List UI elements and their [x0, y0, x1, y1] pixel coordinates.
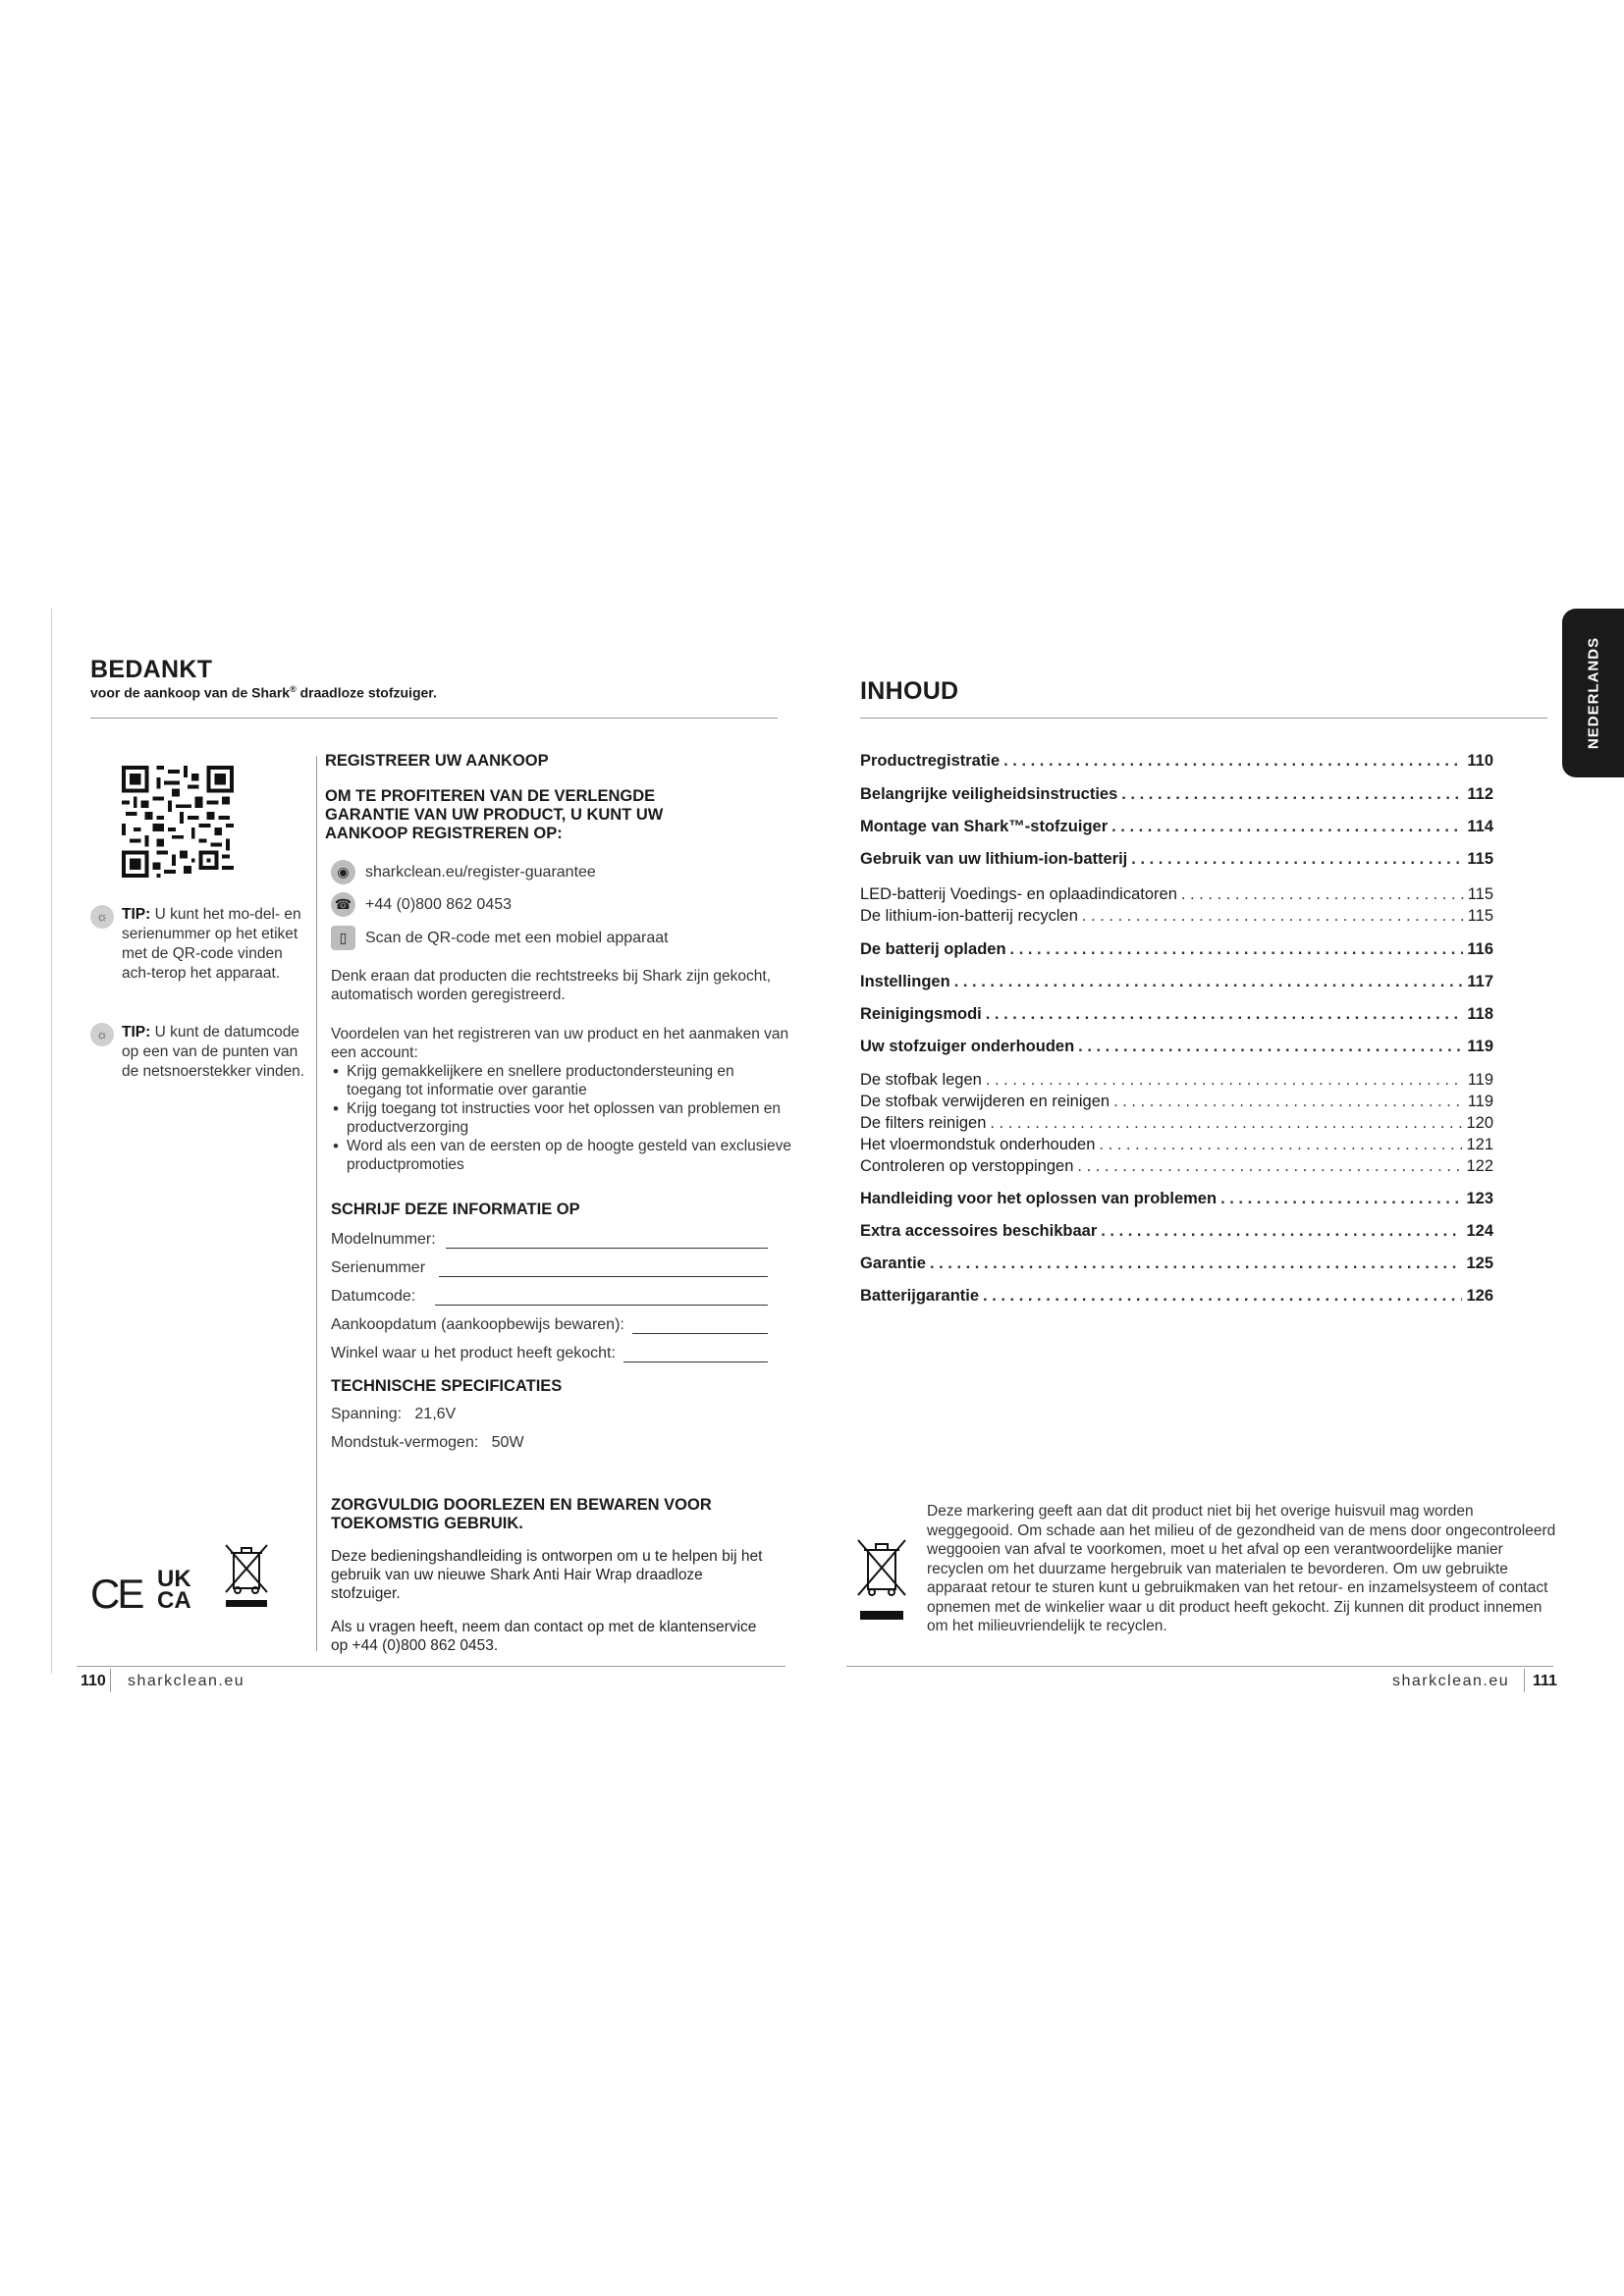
spec-voltage-label: Spanning:	[331, 1406, 403, 1422]
toc-label: Het vloermondstuk onderhouden	[860, 1136, 1096, 1153]
left-title-rule	[90, 718, 778, 719]
toc-label: Extra accessoires beschikbaar	[860, 1222, 1098, 1240]
contact-phone-text: +44 (0)800 862 0453	[365, 895, 513, 913]
toc-leader-dots	[1010, 940, 1464, 959]
lightbulb-icon: ☼	[90, 905, 114, 929]
contact-qr	[331, 926, 669, 950]
toc-label: Batterijgarantie	[860, 1287, 980, 1305]
tip-label: TIP:	[122, 906, 151, 923]
footer-divider-right	[1524, 1669, 1525, 1692]
contents-title: INHOUD	[860, 677, 959, 705]
toc-page-number: 115	[1467, 885, 1493, 903]
tip-label: TIP:	[122, 1024, 151, 1041]
contact-web-text[interactable]: sharkclean.eu/register-guarantee	[365, 863, 596, 881]
mobile-phone-icon: ▯	[331, 926, 355, 950]
toc-leader-dots	[1003, 752, 1463, 771]
toc-label: Belangrijke veiligheidsinstructies	[860, 785, 1118, 803]
ukca-mark	[157, 1566, 191, 1614]
toc-label: De lithium-ion-batterij recyclen	[860, 907, 1078, 925]
toc-page-number: 117	[1467, 973, 1493, 990]
register-title: REGISTREER UW AANKOOP	[325, 752, 549, 770]
advantages-intro: Voordelen van het registreren van uw product en het aanmaken van een account:	[331, 1026, 789, 1061]
info-title: SCHRIJF DEZE INFORMATIE OP	[331, 1201, 580, 1218]
toc-leader-dots	[990, 1114, 1462, 1133]
right-footer-rule	[846, 1666, 1553, 1667]
toc-row[interactable]	[860, 818, 1493, 836]
footer-site-right: sharkclean.eu	[1392, 1673, 1510, 1689]
toc-leader-dots	[1121, 785, 1463, 804]
thanks-subtitle-end: draadloze stofzuiger.	[296, 684, 437, 701]
toc-row[interactable]	[860, 850, 1493, 869]
field-purchase-date[interactable]	[331, 1312, 768, 1334]
tip-date-code	[92, 1023, 316, 1082]
column-divider	[316, 756, 317, 1651]
advantage-item: • Krijg gemakkelijkere en snellere productondersteuning en toegang tot informatie over garantie	[331, 1062, 792, 1099]
toc-page-number: 122	[1466, 1157, 1493, 1175]
page-edge-left	[51, 609, 52, 1674]
ukca-mark-line-2: CA	[157, 1587, 191, 1614]
toc-label: De stofbak verwijderen en reinigen	[860, 1093, 1110, 1110]
toc-row[interactable]	[860, 973, 1493, 991]
toc-label: Montage van Shark™-stofzuiger	[860, 818, 1109, 835]
left-footer-rule	[77, 1666, 785, 1667]
auto-register-note: Denk eraan dat producten die rechtstreeks bij Shark zijn gekocht, automatisch worden geregistreerd.	[331, 968, 772, 1003]
tip-model-number	[92, 905, 316, 984]
thanks-subtitle	[90, 684, 437, 701]
toc-row[interactable]	[860, 1287, 1493, 1306]
ukca-mark-line-1: UK	[157, 1566, 191, 1592]
toc-leader-dots	[983, 1287, 1462, 1306]
tip-text: U kunt de datumcode op een van de punten van de netsnoerstekker vinden.	[122, 1024, 305, 1080]
language-tab-label: NEDERLANDS	[1585, 636, 1601, 750]
toc-row[interactable]	[860, 885, 1493, 904]
toc-row[interactable]	[860, 1005, 1493, 1024]
field-label: Winkel waar u het product heeft gekocht:	[331, 1345, 616, 1362]
footer-site-left: sharkclean.eu	[128, 1673, 245, 1689]
toc-row[interactable]	[860, 940, 1493, 959]
page-number-left: 110	[81, 1673, 106, 1689]
toc-page-number: 119	[1467, 1071, 1493, 1089]
toc-page-number: 119	[1467, 1038, 1493, 1055]
contact-qr-text: Scan de QR-code met een mobiel apparaat	[365, 929, 669, 946]
phone-icon: ☎	[331, 892, 355, 917]
thanks-title: BEDANKT	[90, 656, 213, 683]
toc-leader-dots	[1099, 1136, 1462, 1154]
page-number-right: 111	[1533, 1673, 1557, 1689]
toc-leader-dots	[1082, 907, 1464, 926]
toc-page-number: 119	[1467, 1093, 1493, 1110]
toc-page-number: 112	[1467, 785, 1493, 803]
qr-code	[122, 766, 234, 878]
toc-label: Uw stofzuiger onderhouden	[860, 1038, 1075, 1055]
toc-row[interactable]	[860, 907, 1493, 926]
toc-leader-dots	[1113, 1093, 1464, 1111]
field-model-number[interactable]	[331, 1227, 768, 1249]
toc-label: Controleren op verstoppingen	[860, 1157, 1074, 1175]
warning-text-2: Als u vragen heeft, neem dan contact op met de klantenservice op +44 (0)800 862 0453.	[331, 1619, 757, 1654]
toc-row[interactable]	[860, 1157, 1493, 1176]
toc-leader-dots	[1111, 818, 1463, 836]
toc-page-number: 124	[1466, 1222, 1493, 1240]
benefit-title: OM TE PROFITEREN VAN DE VERLENGDE GARANTIE VAN UW PRODUCT, U KUNT UW AANKOOP REGISTREREN OP:	[325, 787, 664, 842]
advantages-block	[331, 1025, 792, 1174]
registered-mark: ®	[290, 684, 297, 694]
toc-label: De filters reinigen	[860, 1114, 987, 1132]
warning-title: ZORGVULDIG DOORLEZEN EN BEWAREN VOOR TOEKOMSTIG GEBRUIK.	[331, 1496, 712, 1532]
toc-page-number: 114	[1467, 818, 1493, 835]
contact-web	[331, 860, 596, 884]
toc-row[interactable]	[860, 1222, 1493, 1241]
toc-row[interactable]	[860, 1093, 1493, 1111]
toc-row[interactable]	[860, 1136, 1493, 1154]
toc-leader-dots	[1101, 1222, 1462, 1241]
spec-voltage-value: 21,6V	[414, 1406, 457, 1422]
field-label: Datumcode:	[331, 1288, 416, 1305]
field-label: Modelnummer:	[331, 1231, 436, 1248]
spec-voltage	[331, 1405, 456, 1423]
weee-bin-icon	[222, 1541, 271, 1615]
advantage-item: • Word als een van de eersten op de hoogte gesteld van exclusieve productpromoties	[331, 1137, 792, 1174]
spec-power	[331, 1433, 524, 1452]
weee-notice: Deze markering geeft aan dat dit product niet bij het overige huisvuil mag worden weggegooid. Om schade aan het milieu of de gezondheid van de mens door ongecontroleerd weggooien van afval te voorkomen, moet u het afval op een verantwoordelijke manier recyclen om het duurzame hergebruik van materialen te bevorderen. Om uw gebruikte apparaat retour te sturen kunt u gebruikmaken van het retour- en inzamelsysteem of contact opnemen met de winkelier waar u dit product heeft gekocht. Zij kunnen dit product innemen om het milieuvriendelijk te recyclen.	[927, 1503, 1556, 1634]
toc-row[interactable]	[860, 1190, 1493, 1208]
toc-row[interactable]	[860, 1071, 1493, 1090]
ce-mark: CE	[90, 1571, 142, 1617]
spec-power-label: Mondstuk-vermogen:	[331, 1434, 479, 1451]
toc-page-number: 120	[1466, 1114, 1493, 1132]
toc-leader-dots	[954, 973, 1464, 991]
toc-label: Garantie	[860, 1255, 926, 1272]
toc-page-number: 118	[1467, 1005, 1493, 1023]
toc-row[interactable]	[860, 752, 1493, 771]
toc-label: De stofbak legen	[860, 1071, 982, 1089]
field-label: Aankoopdatum (aankoopbewijs bewaren):	[331, 1316, 624, 1333]
toc-label: Instellingen	[860, 973, 950, 990]
toc-page-number: 123	[1466, 1190, 1493, 1207]
toc-row[interactable]	[860, 1038, 1493, 1056]
toc-leader-dots	[986, 1005, 1464, 1024]
toc-leader-dots	[1078, 1038, 1463, 1056]
toc-row[interactable]	[860, 785, 1493, 804]
right-title-rule	[860, 718, 1547, 719]
field-store[interactable]	[331, 1341, 768, 1362]
toc-row[interactable]	[860, 1114, 1493, 1133]
lightbulb-icon: ☼	[90, 1023, 114, 1046]
toc-label: LED-batterij Voedings- en oplaadindicatoren	[860, 885, 1177, 903]
toc-label: Handleiding voor het oplossen van problemen	[860, 1190, 1218, 1207]
toc-page-number: 125	[1466, 1255, 1493, 1272]
toc-leader-dots	[1077, 1157, 1462, 1176]
toc-label: Gebruik van uw lithium-ion-batterij	[860, 850, 1128, 868]
toc-page-number: 126	[1466, 1287, 1493, 1305]
language-tab	[1562, 609, 1624, 777]
warning-text-1: Deze bedieningshandleiding is ontworpen om u te helpen bij het gebruik van uw nieuwe Shark Anti Hair Wrap draadloze stofzuiger.	[331, 1548, 763, 1602]
toc-leader-dots	[1131, 850, 1463, 869]
toc-page-number: 121	[1466, 1136, 1493, 1153]
spec-title: TECHNISCHE SPECIFICATIES	[331, 1377, 563, 1395]
mouse-icon: ◉	[331, 860, 355, 884]
toc-label: Reinigingsmodi	[860, 1005, 982, 1023]
toc-label: De batterij opladen	[860, 940, 1006, 958]
contact-phone	[331, 892, 512, 917]
info-fields	[331, 1227, 768, 1362]
toc-leader-dots	[1220, 1190, 1462, 1208]
weee-bin-icon-right	[854, 1536, 909, 1629]
thanks-subtitle-text: voor de aankoop van de Shark	[90, 684, 291, 701]
toc-leader-dots	[1181, 885, 1464, 904]
advantage-item: • Krijg toegang tot instructies voor het oplossen van problemen en productverzorging	[331, 1099, 792, 1137]
footer-divider-left	[110, 1669, 111, 1692]
field-date-code[interactable]	[331, 1284, 768, 1306]
toc-page-number: 115	[1467, 850, 1493, 868]
toc-row[interactable]	[860, 1255, 1493, 1273]
toc-page-number: 115	[1467, 907, 1493, 925]
toc-page-number: 116	[1467, 940, 1493, 958]
toc-leader-dots	[986, 1071, 1464, 1090]
toc-label: Productregistratie	[860, 752, 1001, 770]
tip-text: U kunt het mo-del- en serienummer op het etiket met de QR-code vinden ach-terop het apparaat.	[122, 906, 301, 982]
toc-page-number: 110	[1467, 752, 1493, 770]
field-label: Serienummer	[331, 1259, 426, 1276]
toc-leader-dots	[930, 1255, 1463, 1273]
field-serial-number[interactable]	[331, 1255, 768, 1277]
spec-power-value: 50W	[491, 1434, 524, 1451]
